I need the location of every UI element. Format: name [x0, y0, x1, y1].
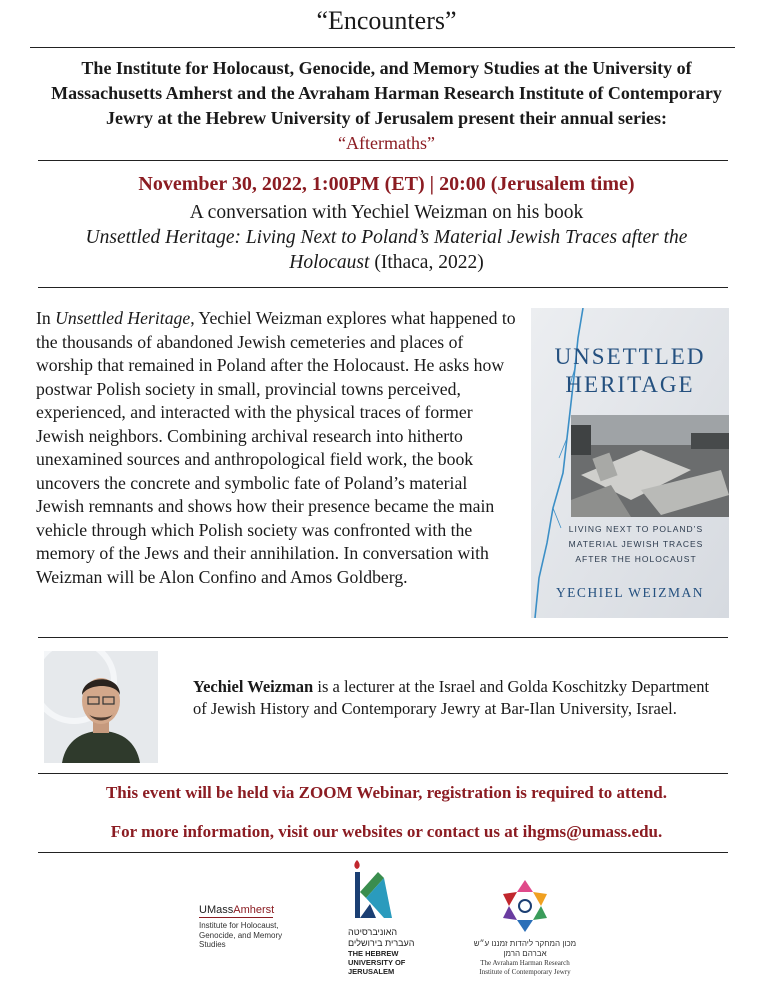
harman-institute-logo [470, 878, 580, 976]
book-title: Unsettled Heritage: Living Next to Poland’s Material Jewish Traces after the Holocaust [85, 227, 688, 273]
book-description [36, 307, 516, 589]
zoom-notice: This event will be held via ZOOM Webinar, registration is required to attend. [105, 783, 668, 802]
conversation-line: A conversation with Yechiel Weizman on his book [189, 202, 584, 223]
harman-english-name: The Avraham Harman Research Institute of Contemporary Jewry [479, 959, 571, 976]
intro-body: The Institute for Holocaust, Genocide, and Memory Studies at the University of Massachusetts Amherst and the Avraham Harman Research Institute of Contemporary Jewry at the Hebrew University of Jerusalem present their annual series: [51, 58, 722, 128]
umass-amherst: Amherst [233, 904, 275, 916]
author-photo [44, 651, 158, 763]
book-cover-author: YECHIEL WEIZMAN [555, 585, 705, 600]
page-title: “Encounters” [316, 6, 457, 35]
book-cover-title: HERITAGE [565, 372, 695, 397]
divider [38, 852, 728, 853]
contact-info: For more information, visit our websites or contact us at ihgms@umass.edu. [110, 822, 663, 841]
book-cover-subtitle [551, 522, 721, 567]
umass-wordmark [199, 904, 284, 916]
huji-english-name: THE HEBREW UNIVERSITY OF JERUSALEM [348, 949, 406, 976]
subtitle-line: AFTER THE HOLOCAUST [575, 554, 697, 564]
umass-logo [199, 904, 284, 950]
event-datetime: November 30, 2022, 1:00PM (ET) | 20:00 (Jerusalem time) [138, 173, 635, 195]
divider [30, 47, 735, 48]
description-book: Unsettled Heritage [55, 308, 191, 328]
cemetery-photo [571, 415, 729, 517]
divider [38, 637, 728, 638]
author-bio [193, 676, 713, 720]
huji-emblem-icon [348, 858, 394, 920]
publisher: (Ithaca, 2022) [374, 252, 484, 273]
series-name: “Aftermaths” [338, 133, 435, 153]
subtitle-line: LIVING NEXT TO POLAND’S [568, 524, 704, 534]
umass-name: UMass [199, 904, 234, 916]
hebrew-university-logo [348, 858, 418, 976]
divider [38, 773, 728, 774]
book-cover-title: UNSETTLED [554, 344, 706, 369]
divider [38, 287, 728, 288]
event-conversation [0, 200, 773, 275]
harman-hebrew-name: מכון המחקר ליהדות זמננו ע״ש אברהם הרמן [473, 939, 577, 958]
umass-institute: Institute for Holocaust, Genocide, and Memory Studies [199, 921, 283, 949]
intro-text [30, 56, 743, 156]
divider [38, 160, 728, 161]
umass-rule [199, 917, 273, 918]
harman-star-icon [497, 878, 553, 934]
bio-text: is a lecturer at the Israel and Golda Koschitzky Department of Jewish History and Contemporary Jewry at Bar-Ilan University, Israel. [193, 677, 710, 718]
description-text: , Yechiel Weizman explores what happened to the thousands of abandoned Jewish cemeteries and places of worship that remained in Poland after the Holocaust. He asks how postwar Polish society in small, provincial towns perceived, experienced, and interacted with the physical traces of former Jewish neighbors. Combining archival research into hitherto unexamined sources and anthropological field work, the book uncovers the concrete and symbolic fate of Poland’s material Jewish remnants and shows how their presence became the main vehicle through which Polish society was confronted with the memory of the Jews and their annihilation. In conversation with Weizman will be Alon Confino and Amos Goldberg. [36, 308, 516, 587]
author-name: Yechiel Weizman [193, 677, 314, 696]
book-title-line [0, 225, 773, 275]
book-cover-image [531, 308, 729, 618]
huji-hebrew-name: האוניברסיטה העברית בירושלים [348, 927, 415, 948]
subtitle-line: MATERIAL JEWISH TRACES [568, 539, 704, 549]
description-lead: In [36, 308, 56, 328]
